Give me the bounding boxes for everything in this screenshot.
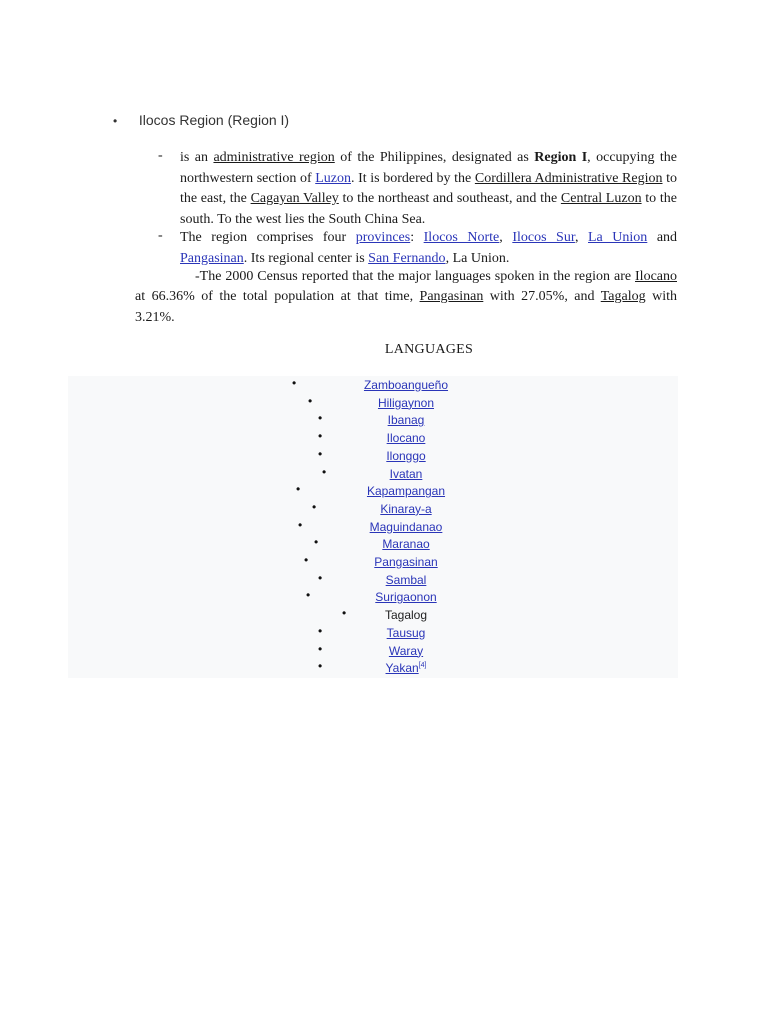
language-label [298, 623, 514, 640]
language-label [298, 517, 514, 534]
link-pangasinan-lang[interactable]: Pangasinan [419, 289, 484, 305]
list-item [68, 519, 678, 537]
bullet: • [304, 553, 309, 567]
bullet: • [318, 570, 323, 585]
list-item [68, 554, 678, 572]
list-item [68, 395, 678, 413]
list-item [68, 589, 678, 607]
bullet: • [318, 641, 323, 656]
reference-marker[interactable]: [4] [418, 662, 427, 670]
language-label [298, 378, 514, 392]
list-item [68, 536, 678, 554]
list-item [68, 572, 678, 590]
bullet: • [318, 623, 323, 638]
language-kinaray-a[interactable]: Kinaray-a [380, 501, 432, 516]
link-cagayan-valley[interactable]: Cagayan Valley [250, 191, 339, 207]
paragraph-census: -The 2000 Census reported that the major languages spoken in the region are Ilocano at 66.36% of the total population at that time, Pangasinan with 27.05%, and Tagalog with 3.21%. [135, 269, 678, 325]
list-item [68, 412, 678, 430]
link-cordillera[interactable]: Cordillera Administrative Region [474, 170, 663, 186]
language-label [298, 464, 514, 481]
language-label [298, 661, 514, 675]
bullet: • [296, 482, 301, 497]
bullet: • [318, 411, 323, 426]
bullet: • [318, 429, 323, 444]
language-sambal[interactable]: Sambal [385, 572, 427, 587]
language-label [298, 393, 514, 410]
bullet: • [322, 464, 327, 479]
language-yakan[interactable]: Yakan [385, 661, 419, 676]
dash-marker-1: - [158, 148, 163, 163]
language-pangasinan[interactable]: Pangasinan [374, 555, 438, 569]
link-luzon[interactable]: Luzon [315, 170, 351, 186]
bullet: • [308, 393, 313, 408]
list-item [68, 430, 678, 448]
link-pangasinan[interactable]: Pangasinan [180, 250, 244, 266]
list-item [68, 660, 678, 678]
language-label [298, 608, 514, 622]
languages-list [68, 376, 678, 678]
bullet: • [314, 535, 319, 550]
bullet: • [342, 606, 347, 621]
language-maguindanao[interactable]: Maguindanao [369, 519, 443, 534]
region-i-bold: Region I [534, 150, 588, 165]
language-label [298, 431, 514, 445]
heading-text: Ilocos Region (Region I) [138, 112, 290, 128]
language-ivatan[interactable]: Ivatan [389, 466, 423, 481]
bullet: • [312, 499, 317, 514]
bullet: • [318, 446, 323, 461]
paragraph-provinces: The region comprises four provinces: Ilocos Norte, Ilocos Sur, La Union and Pangasinan. Its regional center is San Fernando, La Union. [180, 230, 678, 266]
language-kapampangan[interactable]: Kapampangan [366, 484, 446, 499]
link-la-union[interactable]: La Union [588, 230, 648, 245]
language-label [298, 555, 514, 569]
language-waray[interactable]: Waray [388, 643, 424, 658]
bullet: • [318, 659, 323, 674]
list-item [68, 501, 678, 519]
language-tagalog: Tagalog [384, 608, 428, 623]
language-ibanag[interactable]: Ibanag [387, 413, 425, 428]
language-hiligaynon[interactable]: Hiligaynon [377, 395, 435, 410]
list-item [68, 448, 678, 466]
list-item [68, 483, 678, 501]
link-san-fernando[interactable]: San Fernando [368, 250, 446, 266]
language-label [298, 590, 514, 604]
language-maranao[interactable]: Maranao [382, 537, 430, 552]
language-zamboangue-o[interactable]: Zamboangueño [363, 378, 449, 392]
link-ilocos-norte[interactable]: Ilocos Norte [423, 230, 500, 245]
language-ilonggo[interactable]: Ilonggo [386, 448, 426, 463]
language-label [298, 446, 514, 463]
language-ilocano[interactable]: Ilocano [386, 431, 426, 446]
language-label [298, 570, 514, 587]
language-label [298, 499, 514, 516]
link-administrative-region[interactable]: administrative region [213, 150, 335, 165]
list-item [68, 466, 678, 484]
bullet: • [113, 114, 118, 128]
list-item [68, 625, 678, 643]
languages-title: LANGUAGES [384, 342, 474, 357]
section-heading [113, 112, 289, 128]
language-surigaonon[interactable]: Surigaonon [375, 590, 437, 605]
language-tausug[interactable]: Tausug [386, 625, 426, 640]
language-label [298, 484, 514, 498]
list-item [68, 377, 678, 395]
dash-marker-2: - [158, 228, 163, 243]
link-central-luzon[interactable]: Central Luzon [560, 191, 642, 207]
language-label [298, 641, 514, 658]
link-ilocos-sur[interactable]: Ilocos Sur [512, 230, 575, 245]
language-label [298, 537, 514, 551]
bullet: • [292, 376, 297, 390]
bullet: • [298, 517, 303, 532]
link-tagalog[interactable]: Tagalog [600, 289, 646, 305]
language-label [298, 413, 514, 427]
paragraph-region-description: is an administrative region of the Philippines, designated as Region I, occupying the northwestern section of Luzon. It is bordered by the Cordillera Administrative Region to the east, the Cagayan Valley to the northeast and southeast, and the Central Luzon to the south. To the west lies the South China Sea. [180, 150, 677, 227]
bullet: • [306, 588, 311, 603]
list-item [68, 643, 678, 661]
link-provinces[interactable]: provinces [355, 230, 411, 245]
link-ilocano[interactable]: Ilocano [635, 269, 677, 284]
list-item [68, 607, 678, 625]
